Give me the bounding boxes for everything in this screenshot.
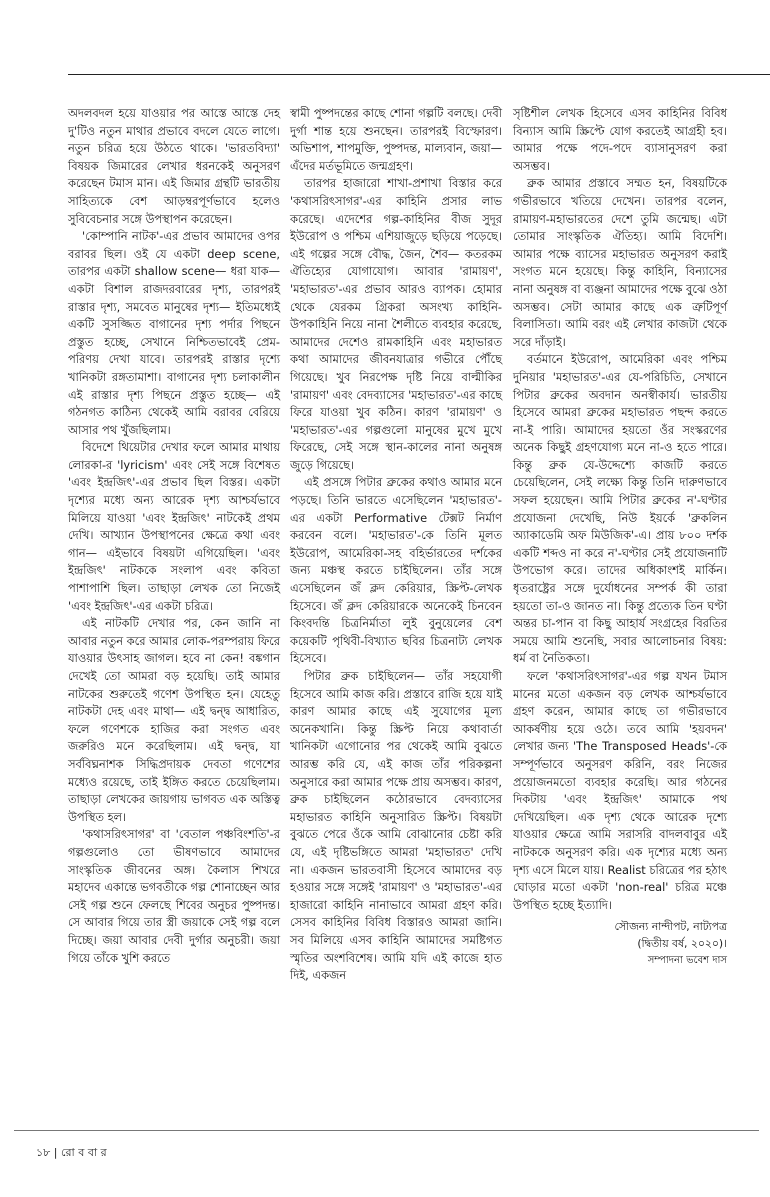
credits xyxy=(513,918,727,969)
paragraph: সৃষ্টিশীল লেখক হিসেবে এসব কাহিনির বিবিধ বিন্যাস আমি স্ক্রিপ্টে যোগ করতেই আগ্রহী হব। আমার পক্ষে পদে-পদে ব্যাসানুসরণ করা অসম্ভব। xyxy=(513,106,727,173)
paragraph: অদলবদল হয়ে যাওয়ার পর আস্তে আস্তে দেহ দু'টিও নতুন মাথার প্রভাবে বদলে যেতে লাগে। নতুন চরিত্র হয়ে উঠতে থাকে। 'ভারতবিদ্যা' বিষয়ক জিমারের লেখার ধরনকেই অনুসরণ করেছেন টমাস মান। এই জিমার গ্রন্থটি ভারতীয় সাহিত্যকে বেশ আড়ম্বরপূর্ণভাবে হলেও সুবিবেচনার সঙ্গে উপস্থাপন করেছেন। xyxy=(68,106,280,226)
issue-line: (দ্বিতীয় বর্ষ, ২০২০)। xyxy=(637,937,727,951)
top-rule xyxy=(68,74,770,75)
paragraph: এই নাটকটি দেখার পর, কেন জানি না আবার নতুন করে আমার লোক-পরম্পরায় ফিরে যাওয়ার উৎসাহ জাগল। হবে না কেন! বঙ্কগান দেখেই তো আমরা বড় হয়েছি। তাই আমার নাটকের শুরুতেই গণেশ উপস্থিত হন। যেহেতু নাটকটা দেহ এবং মাথা— এই দ্বন্দ্ব আধারিত, ফলে গণেশকে হাজির করা সংগত এবং জরুরিও মনে করেছিলাম। এই দ্বন্দ্ব, যা সর্ববিঘ্ননাশক সিদ্ধিপ্রদায়ক দেবতা গণেশের মধ্যেও রয়েছে, তাই ইঙ্গিত করতে চেয়েছিলাম। তাছাড়া লেখকের জায়গায় ভাগবত এক অস্তিত্ব উপস্থিত হল। xyxy=(68,616,280,824)
editor-line: সম্পাদনা ভবেশ দাস xyxy=(647,955,727,967)
paragraph: 'কোম্পানি নাটক'-এর প্রভাব আমাদের ওপর বরাবর ছিল। ওই যে একটা deep scene, তারপর একটা shallow scene— ধরা যাক— একটা বিশাল রাজদরবারের দৃশ্য, তারপরই রাস্তার দৃশ্য, সমবেত মানুষের দৃশ্য— ইতিমধ্যেই একটি সুসজ্জিত বাগানের দৃশ্য পর্দার পিছনে প্রস্তুত হচ্ছে, সেখানে নিশ্চিতভাবেই প্রেম-পরিণয় দেখা যাবে। তারপরই রাস্তার দৃশ্যে খানিকটা রঙ্গতামাশা। বাগানের দৃশ্য চলাকালীন এই রাস্তার দৃশ্য পিছনে প্রস্তুত হচ্ছে— এই গঠনগত কাঠিন্য থেকেই আমি বরাবর বেরিয়ে আসার পথ খুঁজছিলাম। xyxy=(68,229,280,437)
paragraph: তারপর হাজারো শাখা-প্রশাখা বিস্তার করে 'কথাসরিৎসাগর'-এর কাহিনি প্রসার লাভ করেছে। এদেশের গল্প-কাহিনির বীজ সুদূর ইউরোপ ও পশ্চিম এশিয়াজুড়ে ছড়িয়ে পড়েছে। এই গল্পের সঙ্গে বৌদ্ধ, জৈন, শৈব— কতরকম ঐতিহ্যের যোগাযোগ। আবার 'রামায়ণ', 'মহাভারত'-এর প্রভাব আরও ব্যাপক। হোমার থেকে যেরকম গ্রিকরা অসংখ্য কাহিনি-উপকাহিনি নিয়ে নানা শৈলীতে ব্যবহার করেছে, আমাদের দেশেও রামকাহিনি এবং মহাভারত কথা আমাদের জীবনযাত্রার গভীরে পৌঁছে গিয়েছে। খুব নিরপেক্ষ দৃষ্টি নিয়ে বাল্মীকির 'রামায়ণ' এবং বেদব্যাসের 'মহাভারত'-এর কাছে ফিরে যাওয়া খুব কঠিন। কারণ 'রামায়ণ' ও 'মহাভারত'-এর গল্পগুলো মানুষের মুখে মুখে ফিরেছে, সেই সঙ্গে স্থান-কালের নানা অনুষঙ্গ জুড়ে গিয়েছে। xyxy=(290,176,502,472)
paragraph: এই প্রসঙ্গে পিটার ব্রুকের কথাও আমার মনে পড়ছে। তিনি ভারতে এসেছিলেন 'মহাভারত'-এর একটা Performative টেক্সট নির্মাণ করবেন বলে। 'মহাভারত'-কে তিনি মূলত ইউরোপ, আমেরিকা-সহ বহির্ভারতের দর্শকের জন্য মঞ্চস্থ করতে চাইছিলেন। তাঁর সঙ্গে এসেছিলেন জঁ ক্লদ কেরিয়ার, স্ক্রিপ্ট-লেখক হিসেবে। জঁ ক্লদ কেরিয়ারকে অনেকেই চিনবেন কিংবদন্তি চিত্রনির্মাতা লুই বুনুয়েলের বেশ কয়েকটি পৃথিবী-বিখ্যাত ছবির চিত্রনাট্য লেখক হিসেবে। xyxy=(290,475,502,666)
page-number: ১৮ xyxy=(36,1146,51,1159)
paragraph: বিদেশে থিয়েটার দেখার ফলে আমার মাথায় লোরকা-র 'lyricism' এবং সেই সঙ্গে বিশেষত 'এবং ইন্দ্রজিৎ'-এর প্রভাব ছিল বিস্তর। একটা দৃশ্যের মধ্যে অন্য আরেক দৃশ্য আশ্চর্যভাবে মিলিয়ে যাওয়া 'এবং ইন্দ্রজিৎ' নাটকেই প্রথম দেখি। আখ্যান উপস্থাপনের ক্ষেত্রে কথা এবং গান— এইভাবে বিষয়টা এগিয়েছিল। 'এবং ইন্দ্রজিৎ' নাটককে সংলাপ এবং কবিতা পাশাপাশি ছিল। তাছাড়া লেখক তো নিজেই 'এবং ইন্দ্রজিৎ'-এর একটা চরিত্র। xyxy=(68,440,280,613)
text-column-1 xyxy=(68,105,280,967)
text-column-3 xyxy=(513,105,727,969)
courtesy-line: সৌজন্য নান্দীপট, নাট্যপত্র xyxy=(614,920,727,934)
footer-separator: | xyxy=(53,1146,58,1159)
page-footer xyxy=(36,1144,107,1163)
paragraph: ফলে 'কথাসরিৎসাগর'-এর গল্প যখন টমাস মানের মতো একজন বড় লেখক আশ্চর্যভাবে গ্রহণ করেন, আমার কাছে তা গভীরভাবে আকর্ষণীয় হয়ে ওঠে। তবে আমি 'হয়বদন' লেখার জন্য 'The Transposed Heads'-কে সম্পূর্ণভাবে অনুসরণ করিনি, বরং নিজের প্রয়োজনমতো ব্যবহার করেছি। আর গঠনের দিকটায় 'এবং ইন্দ্রজিৎ' আমাকে পথ দেখিয়েছিল। এক দৃশ্য থেকে আরেক দৃশ্যে যাওয়ার ক্ষেত্রে আমি সরাসরি বাদলবাবুর এই নাটককে অনুসরণ করি। এক দৃশ্যের মধ্যে অন্য দৃশ্য এসে মিলে যায়। Realist চরিত্রের পর হঠাৎ ঘোড়ার মতো একটা 'non-real' চরিত্র মঞ্চে উপস্থিত হচ্ছে ইত্যাদি। xyxy=(513,669,727,912)
paragraph: পিটার ব্রুক চাইছিলেন— তাঁর সহযোগী হিসেবে আমি কাজ করি। প্রস্তাবে রাজি হয়ে যাই কারণ আমার কাছে এই সুযোগের মূল্য অনেকখানি। কিন্তু স্ক্রিপ্ট নিয়ে কথাবার্তা খানিকটা এগোনোর পর থেকেই আমি বুঝতে আরম্ভ করি যে, এই কাজ তাঁর পরিকল্পনা অনুসারে করা আমার পক্ষে প্রায় অসম্ভব। কারণ, ব্রুক চাইছিলেন কঠোরভাবে বেদব্যাসের মহাভারত কাহিনি অনুসারিত স্ক্রিপ্ট। বিষয়টা বুঝতে পেরে ওঁকে আমি বোঝানোর চেষ্টা করি যে, এই দৃষ্টিভঙ্গিতে আমরা 'মহাভারত' দেখি না। একজন ভারতবাসী হিসেবে আমাদের বড় হওয়ার সঙ্গে সঙ্গেই 'রামায়ণ' ও 'মহাভারত'-এর হাজারো কাহিনি নানাভাবে আমরা গ্রহণ করি। সেসব কাহিনির বিবিধ বিস্তারও আমরা জানি। সব মিলিয়ে এসব কাহিনি আমাদের সমষ্টিগত স্মৃতির অংশবিশেষ। আমি যদি এই কাজে হাত দিই, একজন xyxy=(290,669,502,983)
paragraph: ব্রুক আমার প্রস্তাবে সম্মত হন, বিষয়টিকে গভীরভাবে খতিয়ে দেখেন। তারপর বলেন, রামায়ণ-মহাভারতের দেশে তুমি জন্মেছ। এটা তোমার সাংস্কৃতিক ঐতিহ্য। আমি বিদেশি। আমার পক্ষে ব্যাসের মহাভারত অনুসরণ করাই সংগত মনে হয়েছে। কিন্তু কাহিনি, বিন্যাসের নানা অনুষঙ্গ বা ব্যঞ্জনা আমাদের পক্ষে বুঝে ওঠা অসম্ভব। সেটা আমার কাছে এক ত্রুটিপূর্ণ বিলাসিতা। আমি বরং এই লেখার কাজটা থেকে সরে দাঁড়াই। xyxy=(513,176,727,349)
paragraph: স্বামী পুষ্পদন্তের কাছে শোনা গল্পটি বলছে। দেবী দুর্গা শান্ত হয়ে শুনছেন। তারপরই বিস্ফোরণ। অভিশাপ, শাপমুক্তি, পুষ্পদন্ত, মাল্যবান, জয়া— এঁদের মর্তভূমিতে জন্মগ্রহণ। xyxy=(290,106,502,173)
bottom-rule xyxy=(14,1130,759,1131)
paragraph: বর্তমানে ইউরোপ, আমেরিকা এবং পশ্চিম দুনিয়ার 'মহাভারত'-এর যে-পরিচিতি, সেখানে পিটার ব্রুকের অবদান অনস্বীকার্য। ভারতীয় হিসেবে আমরা ব্রুকের মহাভারত পছন্দ করতে না-ই পারি। আমাদের হয়তো ওঁর সংস্করণের অনেক কিছুই গ্রহণযোগ্য মনে না-ও হতে পারে। কিন্তু ব্রুক যে-উদ্দেশ্যে কাজটি করতে চেয়েছিলেন, সেই লক্ষ্যে কিন্তু তিনি দারুণভাবে সফল হয়েছেন। আমি পিটার ব্রুকের ন'-ঘণ্টার প্রযোজনা দেখেছি, নিউ ইয়র্কে 'ব্রুকলিন অ্যাকাডেমি অফ মিউজিক'-এ। প্রায় ৮০০ দর্শক একটি শব্দও না করে ন'-ঘণ্টার সেই প্রযোজনাটি উপভোগ করে। তাদের অধিকাংশই মার্কিন। ধৃতরাষ্ট্রের সঙ্গে দুর্যোধনের সম্পর্ক কী তারা হয়তো তা-ও জানত না। কিন্তু প্রত্যেক তিন ঘণ্টা অন্তর চা-পান বা কিছু আহার্য সংগ্রহের বিরতির সময়ে আমি শুনেছি, সবার আলোচনার বিষয়: ধর্ম বা নৈতিকতা। xyxy=(513,352,727,666)
paragraph: 'কথাসরিৎসাগর' বা 'বেতাল পঞ্চবিংশতি'-র গল্পগুলোও তো ভীষণভাবে আমাদের সাংস্কৃতিক জীবনের অঙ্গ। কৈলাস শিখরে মহাদেব একান্তে ভগবতীকে গল্প শোনাচ্ছেন আর সেই গল্প শুনে ফেলছে শিবের অনুচর পুষ্পদন্ত। সে আবার গিয়ে তার স্ত্রী জয়াকে সেই গল্প বলে দিচ্ছে। জয়া আবার দেবী দুর্গার অনুচরী। জয়া গিয়ে তাঁকে খুশি করতে xyxy=(68,827,280,965)
magazine-name: রো ব বা র xyxy=(61,1146,107,1159)
text-column-2 xyxy=(290,105,502,985)
